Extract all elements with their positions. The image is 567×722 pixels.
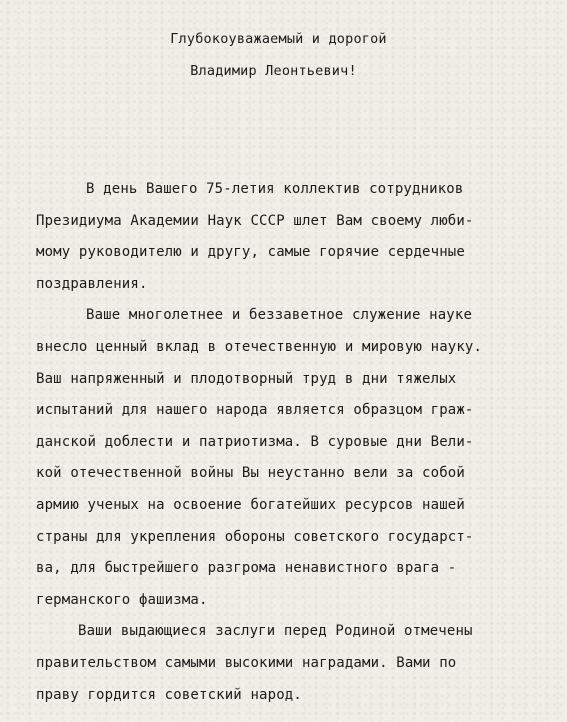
paragraph-2-line-8: страны для укрепления обороны советского государст- [36,528,474,545]
salutation-line-2: Владимир Леонтьевич! [190,63,357,79]
paragraph-1-line-1: В день Вашего 75-летия коллектив сотрудников [86,181,464,197]
letter-body [36,174,548,711]
salutation-line-1: Глубокоуважаемый и дорогой [170,31,387,47]
paragraph-1-line-2: Президиума Академии Наук СССР шлет Вам своему люби- [36,212,474,229]
paragraph-2-line-5: данской доблести и патриотизма. В суровые дни Вели- [36,433,474,450]
paragraph-2-line-1: Ваше многолетнее и беззаветное служение науке [86,307,473,324]
paragraph-2-line-6: кой отечественной войны Вы неустанно вели за собой [36,465,465,482]
paragraph-2-line-3: Ваш напряженный и плодотворный труд в дни тяжелых [36,370,457,387]
paragraph-2-line-10: германского фашизма. [36,591,208,608]
paragraph-1-line-3: мому руководителю и другу, самые горячие сердечные [36,244,465,261]
paragraph-2-line-7: армию ученых на освоение богатейших ресурсов нашей [36,496,465,513]
paragraph-2-line-4: испытаний для нашего народа является образцом граж- [36,402,474,419]
paragraph-2-line-9: ва, для быстрейшего разгрома ненавистного врага - [36,560,457,577]
paragraph-3-line-2: правительством самыми высокими наградами. Вами по [36,654,457,671]
paragraph-2-line-2: внесло ценный вклад в отечественную и мировую науку. [36,338,483,355]
paragraph-3-line-3: праву гордится советский народ. [36,686,302,703]
paragraph-3-line-1: Ваши выдающиеся заслуги перед Родиной отмечены [78,623,473,640]
paragraph-1-line-4: поздравления. [36,275,148,292]
